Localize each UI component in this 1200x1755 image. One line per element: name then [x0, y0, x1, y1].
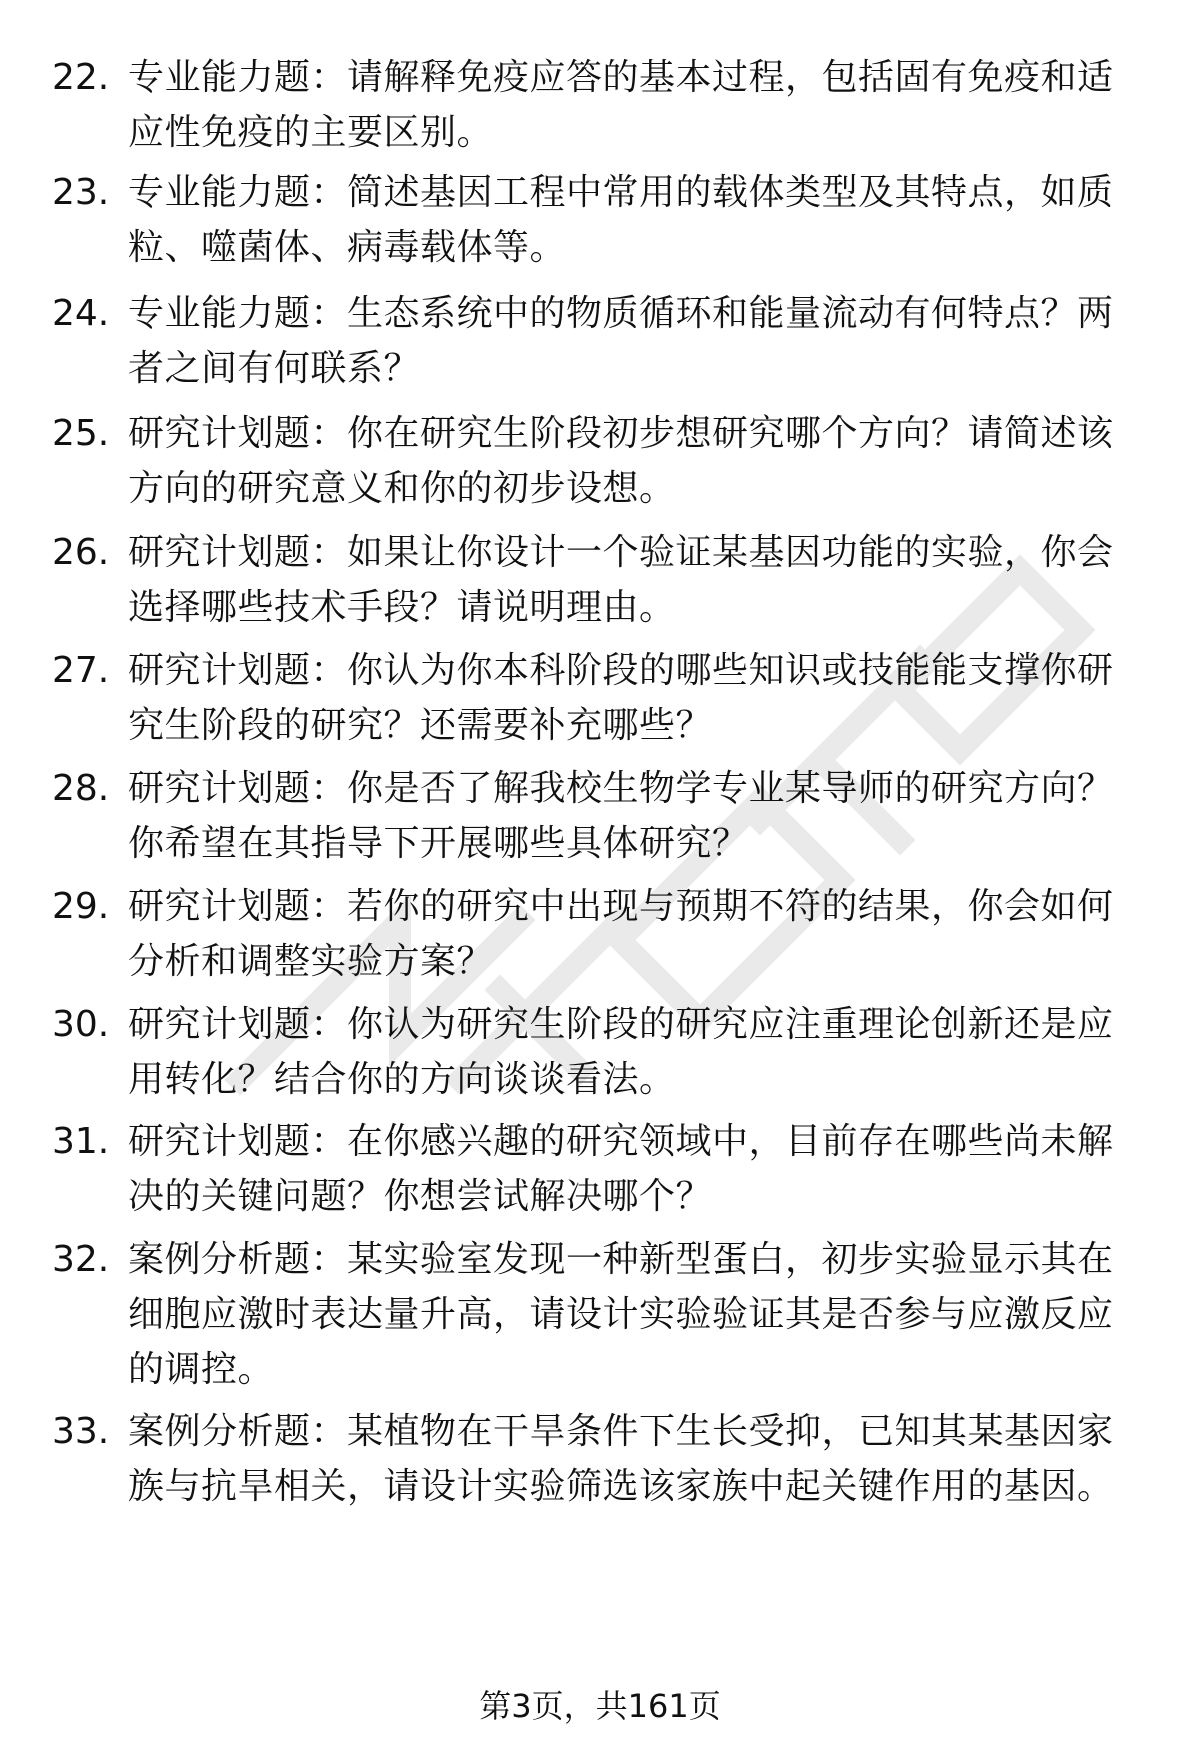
list-item [52, 50, 1152, 160]
question-text: 案例分析题：某实验室发现一种新型蛋白，初步实验显示其在细胞应激时表达量升高，请设计实验验证其是否参与应激反应的调控。 [128, 1239, 1114, 1390]
question-text: 研究计划题：你是否了解我校生物学专业某导师的研究方向？你希望在其指导下开展哪些具体研究？ [128, 768, 1114, 864]
list-item [52, 406, 1152, 516]
list-item [52, 879, 1152, 989]
list-item [52, 525, 1152, 635]
list-item [52, 286, 1152, 396]
question-number: 26. [52, 532, 110, 573]
question-number: 28. [52, 768, 110, 809]
list-item [52, 997, 1152, 1107]
question-text: 研究计划题：若你的研究中出现与预期不符的结果，你会如何分析和调整实验方案？ [128, 886, 1114, 982]
question-number: 33. [52, 1411, 110, 1452]
question-text: 专业能力题：请解释免疫应答的基本过程，包括固有免疫和适应性免疫的主要区别。 [128, 57, 1114, 153]
question-number: 23. [52, 172, 110, 213]
question-text: 专业能力题：简述基因工程中常用的载体类型及其特点，如质粒、噬菌体、病毒载体等。 [128, 172, 1114, 268]
question-number: 32. [52, 1239, 110, 1280]
question-text: 专业能力题：生态系统中的物质循环和能量流动有何特点？两者之间有何联系？ [128, 293, 1114, 389]
list-item [52, 643, 1152, 753]
question-number: 24. [52, 293, 110, 334]
page-number-footer: 第3页，共161页 [479, 1687, 721, 1725]
list-item [52, 1404, 1152, 1514]
list-item [52, 1114, 1152, 1224]
list-item [52, 1232, 1152, 1397]
question-number: 27. [52, 650, 110, 691]
list-item [52, 761, 1152, 871]
question-text: 案例分析题：某植物在干旱条件下生长受抑，已知其某基因家族与抗旱相关，请设计实验筛选该家族中起关键作用的基因。 [128, 1411, 1114, 1507]
question-number: 30. [52, 1004, 110, 1045]
question-text: 研究计划题：你在研究生阶段初步想研究哪个方向？请简述该方向的研究意义和你的初步设想。 [128, 413, 1114, 509]
question-text: 研究计划题：你认为你本科阶段的哪些知识或技能能支撑你研究生阶段的研究？还需要补充哪些？ [128, 650, 1114, 746]
question-number: 29. [52, 886, 110, 927]
list-item [52, 165, 1152, 275]
question-number: 22. [52, 57, 110, 98]
question-text: 研究计划题：如果让你设计一个验证某基因功能的实验，你会选择哪些技术手段？请说明理由。 [128, 532, 1114, 628]
question-number: 25. [52, 413, 110, 454]
question-number: 31. [52, 1121, 110, 1162]
question-text: 研究计划题：你认为研究生阶段的研究应注重理论创新还是应用转化？结合你的方向谈谈看法。 [128, 1004, 1114, 1100]
question-text: 研究计划题：在你感兴趣的研究领域中，目前存在哪些尚未解决的关键问题？你想尝试解决哪个？ [128, 1121, 1114, 1217]
